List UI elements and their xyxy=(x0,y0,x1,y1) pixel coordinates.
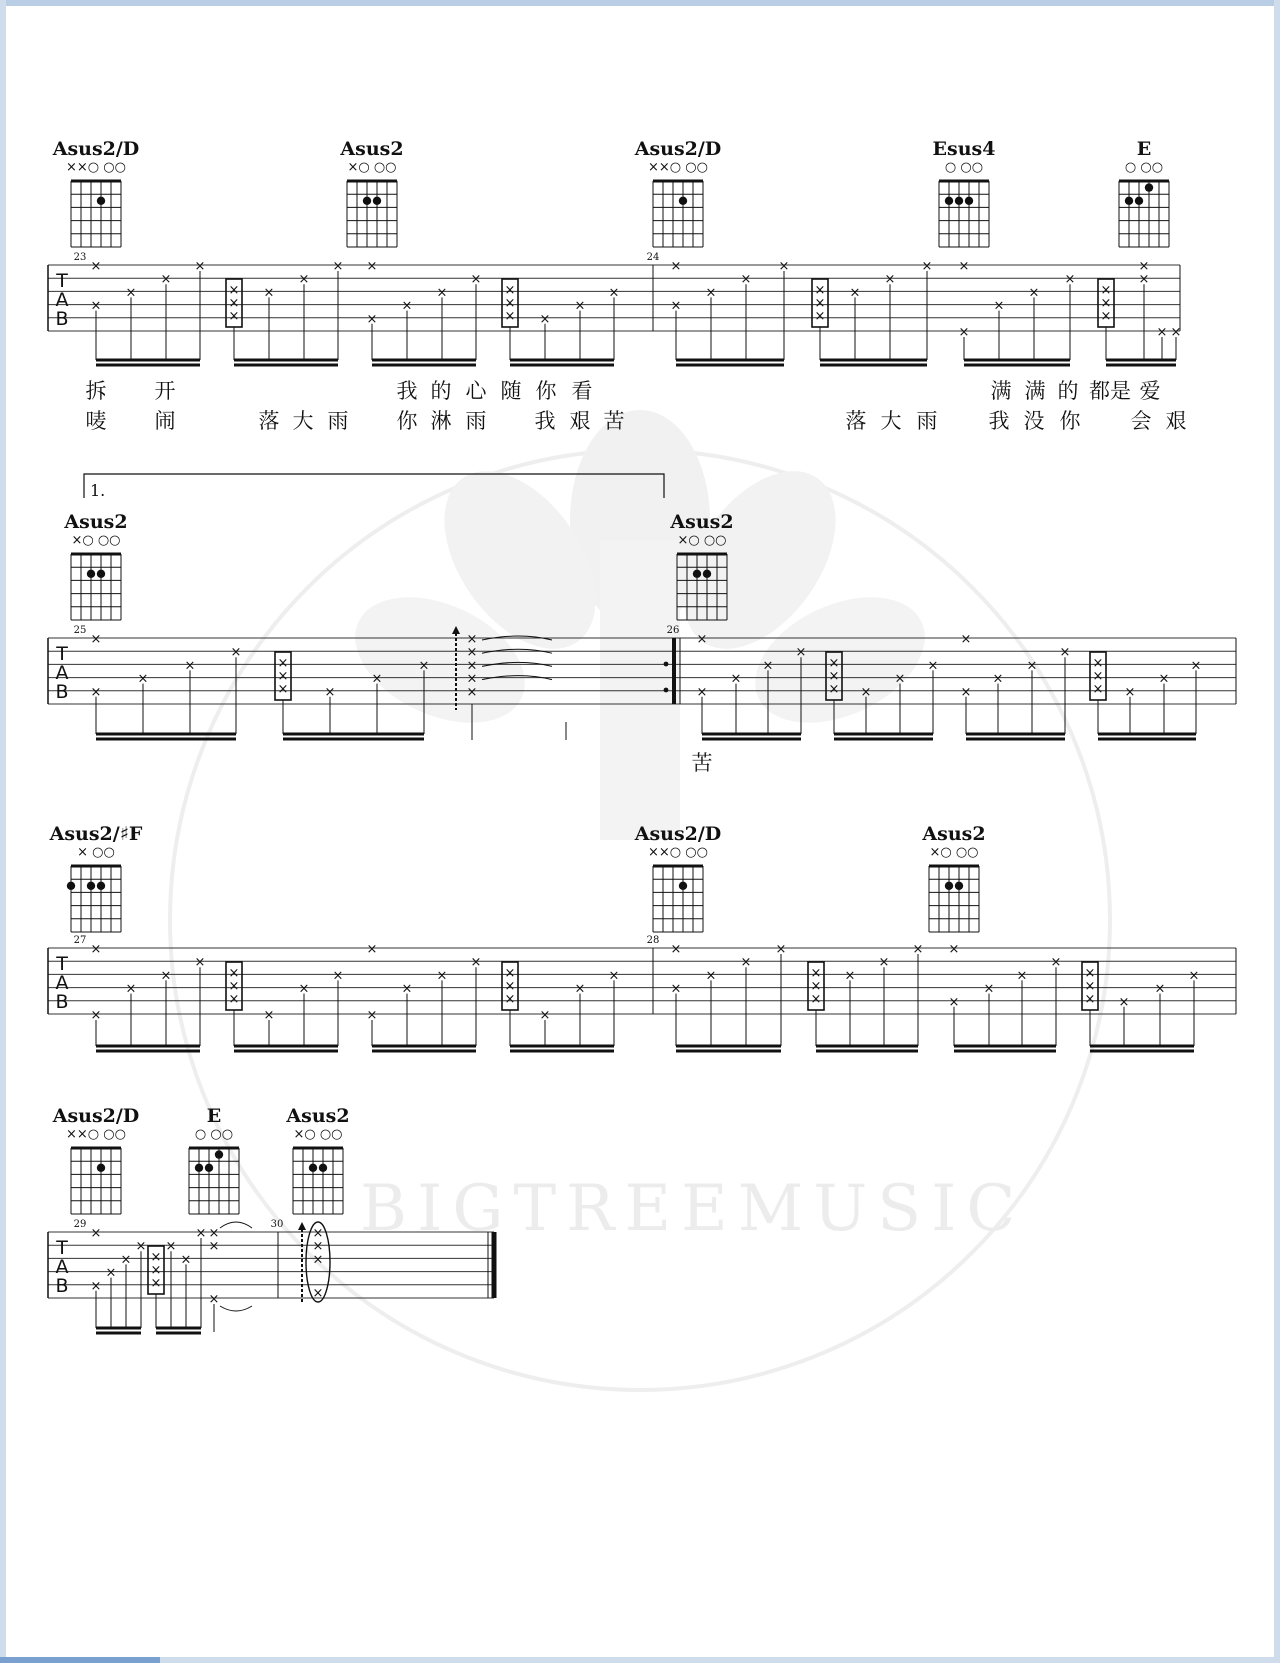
tab-note-x: × xyxy=(960,632,972,647)
tab-note-x: × xyxy=(504,309,516,324)
volta-label: 1. xyxy=(90,481,106,500)
tab-note-x: × xyxy=(948,942,960,957)
tab-note-x: × xyxy=(958,325,970,340)
chord-name: Asus2 xyxy=(340,138,404,160)
chord-dot xyxy=(97,197,105,205)
tab-letter-t: T xyxy=(56,1237,68,1259)
chord-name: Esus4 xyxy=(932,138,996,160)
tab-note-x: × xyxy=(705,968,717,984)
tab-note-x: × xyxy=(371,671,383,687)
lyric-line2-char: 没 xyxy=(1023,409,1045,433)
tab-note-x: × xyxy=(135,1239,147,1255)
tab-note-x: × xyxy=(194,955,206,971)
chord-open-markers: ○ ○○ xyxy=(944,160,984,175)
tab-note-x: × xyxy=(194,259,206,274)
tab-note-x: × xyxy=(120,1252,132,1268)
tab-note-x: × xyxy=(298,981,310,997)
tab-note-x: × xyxy=(1124,684,1136,700)
tab-note-x: × xyxy=(150,1276,162,1291)
tab-letter-a: A xyxy=(55,1256,69,1278)
lyric-line2-char: 落 xyxy=(845,409,867,433)
tab-note-x: × xyxy=(90,259,102,274)
tab-note-x: × xyxy=(775,942,787,957)
tab-note-x: × xyxy=(927,658,939,674)
tab-note-x: × xyxy=(539,311,551,327)
tab-note-x: × xyxy=(504,283,516,298)
chord-open-markers: ×○ ○○ xyxy=(293,1127,343,1142)
tab-note-x: × xyxy=(90,1226,102,1241)
chord-open-markers: ××○ ○○ xyxy=(648,160,708,175)
chord-open-markers: ×○ ○○ xyxy=(71,533,121,548)
chord-name: Asus2/D xyxy=(634,138,722,160)
chord-dot xyxy=(319,1164,327,1172)
tab-note-x: × xyxy=(466,671,478,687)
chord-dot xyxy=(965,197,973,205)
tab-note-x: × xyxy=(696,684,708,700)
chord-dot xyxy=(679,197,687,205)
tab-letter-b: B xyxy=(55,308,69,330)
chord-open-markers: ××○ ○○ xyxy=(648,845,708,860)
tie-curve xyxy=(220,1222,252,1228)
tab-note-x: × xyxy=(332,968,344,984)
repeat-dot xyxy=(664,662,669,667)
tab-note-x: × xyxy=(263,285,275,301)
tab-note-x: × xyxy=(366,259,378,274)
tab-letter-b: B xyxy=(55,681,69,703)
chord-open-markers: ×○ ○○ xyxy=(347,160,397,175)
bar-number: 30 xyxy=(270,1219,284,1230)
chord-dot xyxy=(67,882,75,890)
lyric-line2-char: 唛 xyxy=(85,409,107,433)
tab-note-x: × xyxy=(277,656,289,671)
tab-note-x: × xyxy=(608,968,620,984)
tab-note-x: × xyxy=(1092,669,1104,684)
chord-name: Asus2 xyxy=(670,511,734,533)
tab-note-x: × xyxy=(366,942,378,957)
tab-note-x: × xyxy=(705,285,717,301)
chord-dot xyxy=(1145,183,1153,191)
tab-note-x: × xyxy=(277,682,289,697)
tab-note-x: × xyxy=(1138,259,1150,274)
tab-note-x: × xyxy=(90,1008,102,1023)
tab-note-x: × xyxy=(184,658,196,674)
tab-note-x: × xyxy=(504,296,516,311)
tab-note-x: × xyxy=(878,955,890,971)
lyric-line2-char: 雨 xyxy=(465,409,487,433)
tab-note-x: × xyxy=(828,656,840,671)
tab-note-x: × xyxy=(740,272,752,288)
chord-dot xyxy=(1135,197,1143,205)
chord-dot xyxy=(309,1164,317,1172)
tab-letter-a: A xyxy=(55,662,69,684)
lyric-line2-char: 艰 xyxy=(569,409,591,433)
tab-note-x: × xyxy=(1154,981,1166,997)
lyric-line1-char: 满 xyxy=(1024,379,1046,403)
chord-open-markers: × ○○ xyxy=(77,845,115,860)
tab-note-x: × xyxy=(1100,309,1112,324)
tab-note-x: × xyxy=(730,671,742,687)
tab-note-x: × xyxy=(1084,966,1096,981)
tab-note-x: × xyxy=(90,684,102,700)
tie-curve xyxy=(220,1306,252,1311)
chord-dot xyxy=(373,197,381,205)
tab-note-x: × xyxy=(165,1239,177,1255)
chord-dot xyxy=(97,1164,105,1172)
chord-name: Asus2 xyxy=(64,511,128,533)
tab-note-x: × xyxy=(466,684,478,700)
tab-note-x: × xyxy=(1170,325,1182,340)
tab-letter-b: B xyxy=(55,1275,69,1297)
lyric-line1-char: 拆 xyxy=(85,379,107,403)
watermark-text: BIGTREEMUSIC xyxy=(360,1172,1026,1246)
chord-open-markers: ○ ○○ xyxy=(194,1127,234,1142)
chord-name: E xyxy=(206,1105,222,1127)
tab-note-x: × xyxy=(401,981,413,997)
chord-open-markers: ×○ ○○ xyxy=(929,845,979,860)
bar-number: 24 xyxy=(646,252,660,263)
chord-dot xyxy=(195,1164,203,1172)
tab-note-x: × xyxy=(574,298,586,314)
bar-number: 29 xyxy=(73,1219,87,1230)
lyric-line1-char: 看 xyxy=(571,379,593,403)
tab-note-x: × xyxy=(418,658,430,674)
tab-note-x: × xyxy=(90,1278,102,1294)
chord-name: Asus2 xyxy=(922,823,986,845)
chord-name: Asus2/♯F xyxy=(49,823,143,845)
tab-note-x: × xyxy=(208,1292,220,1307)
tab-note-x: × xyxy=(670,942,682,957)
tab-note-x: × xyxy=(504,966,516,981)
chord-name: Asus2/D xyxy=(52,138,140,160)
tab-note-x: × xyxy=(1050,955,1062,971)
tab-note-x: × xyxy=(228,296,240,311)
chord-dot xyxy=(693,570,701,578)
tab-letter-t: T xyxy=(56,643,68,665)
chord-name: Asus2/D xyxy=(52,1105,140,1127)
tab-note-x: × xyxy=(992,671,1004,687)
tab-note-x: × xyxy=(228,979,240,994)
chord-dot xyxy=(703,570,711,578)
lyric-line1-char: 满 xyxy=(990,379,1012,403)
tab-note-x: × xyxy=(810,992,822,1007)
tab-note-x: × xyxy=(810,979,822,994)
arpeggio-arrow xyxy=(298,1222,306,1230)
chord-open-markers: ××○ ○○ xyxy=(66,1127,126,1142)
chord-dot xyxy=(97,570,105,578)
tab-note-x: × xyxy=(814,283,826,298)
tab-note-x: × xyxy=(466,645,478,661)
tab-note-x: × xyxy=(1084,992,1096,1007)
tab-note-x: × xyxy=(921,259,933,274)
tab-note-x: × xyxy=(195,1226,207,1241)
tab-letter-a: A xyxy=(55,289,69,311)
tab-note-x: × xyxy=(504,979,516,994)
tab-note-x: × xyxy=(814,309,826,324)
lyric-line1-char: 开 xyxy=(154,379,176,403)
tab-note-x: × xyxy=(960,684,972,700)
tab-note-x: × xyxy=(983,981,995,997)
chord-dot xyxy=(955,197,963,205)
chord-dot xyxy=(945,197,953,205)
tab-note-x: × xyxy=(849,285,861,301)
tab-note-x: × xyxy=(137,671,149,687)
tab-note-x: × xyxy=(401,298,413,314)
tab-note-x: × xyxy=(150,1250,162,1265)
lyric-line2-char: 你 xyxy=(396,409,418,433)
lyric-line1-char: 的 xyxy=(430,379,452,403)
tab-note-x: × xyxy=(740,955,752,971)
tab-note-x: × xyxy=(105,1265,117,1281)
tab-note-x: × xyxy=(1158,671,1170,687)
lyric-line1-char: 我 xyxy=(396,379,418,403)
tab-note-x: × xyxy=(993,298,1005,314)
tab-note-x: × xyxy=(670,298,682,314)
chord-dot xyxy=(679,882,687,890)
chord-dot xyxy=(215,1150,223,1158)
lyric-line1-char: 苦 xyxy=(691,751,713,775)
tab-note-x: × xyxy=(230,645,242,661)
tab-note-x: × xyxy=(263,1008,275,1023)
chord-open-markers: ×○ ○○ xyxy=(677,533,727,548)
tab-note-x: × xyxy=(160,968,172,984)
tab-note-x: × xyxy=(470,955,482,971)
tab-note-x: × xyxy=(504,992,516,1007)
lyric-line1-char: 心 xyxy=(465,379,487,403)
chord-dot xyxy=(945,882,953,890)
tab-note-x: × xyxy=(608,285,620,301)
tab-note-x: × xyxy=(228,966,240,981)
tab-note-x: × xyxy=(948,994,960,1010)
tab-note-x: × xyxy=(366,311,378,327)
tab-note-x: × xyxy=(208,1239,220,1255)
tab-note-x: × xyxy=(125,981,137,997)
tab-note-x: × xyxy=(894,671,906,687)
tab-note-x: × xyxy=(828,669,840,684)
tab-note-x: × xyxy=(125,285,137,301)
lyric-line2-char: 我 xyxy=(988,409,1010,433)
lyric-line2-char: 我 xyxy=(534,409,556,433)
chord-open-markers: ○ ○○ xyxy=(1124,160,1164,175)
tab-letter-a: A xyxy=(55,972,69,994)
tab-note-x: × xyxy=(1092,682,1104,697)
tab-note-x: × xyxy=(90,942,102,957)
lyric-line2-char: 落 xyxy=(258,409,280,433)
tab-note-x: × xyxy=(1084,979,1096,994)
tab-note-x: × xyxy=(466,658,478,674)
tab-note-x: × xyxy=(366,1008,378,1023)
lyric-line2-char: 淋 xyxy=(430,409,452,433)
tab-note-x: × xyxy=(298,272,310,288)
tab-note-x: × xyxy=(1138,272,1150,288)
tab-note-x: × xyxy=(160,272,172,288)
tab-note-x: × xyxy=(312,1226,324,1241)
tab-note-x: × xyxy=(228,992,240,1007)
tab-note-x: × xyxy=(1026,658,1038,674)
tab-note-x: × xyxy=(1118,994,1130,1010)
tab-note-x: × xyxy=(539,1008,551,1023)
tab-note-x: × xyxy=(1064,272,1076,288)
tab-note-x: × xyxy=(277,669,289,684)
lyric-line1-char: 的 xyxy=(1057,379,1079,403)
chord-dot xyxy=(87,570,95,578)
bar-number: 27 xyxy=(73,935,87,946)
chord-dot xyxy=(363,197,371,205)
lyric-line1-char: 随 xyxy=(500,379,522,403)
tab-note-x: × xyxy=(1016,968,1028,984)
tab-note-x: × xyxy=(828,682,840,697)
lyric-line2-char: 你 xyxy=(1059,409,1081,433)
chord-dot xyxy=(1125,197,1133,205)
tab-note-x: × xyxy=(90,632,102,647)
chord-open-markers: ××○ ○○ xyxy=(66,160,126,175)
tab-note-x: × xyxy=(844,968,856,984)
repeat-dot xyxy=(664,688,669,693)
bar-number: 23 xyxy=(73,252,87,263)
tab-note-x: × xyxy=(180,1252,192,1268)
tab-note-x: × xyxy=(696,632,708,647)
tab-note-x: × xyxy=(1092,656,1104,671)
lyric-line2-char: 雨 xyxy=(327,409,349,433)
tab-note-x: × xyxy=(814,296,826,311)
tab-note-x: × xyxy=(1059,645,1071,661)
tab-note-x: × xyxy=(208,1226,220,1241)
tab-note-x: × xyxy=(810,966,822,981)
chord-dot xyxy=(87,882,95,890)
tab-note-x: × xyxy=(1188,968,1200,984)
tab-note-x: × xyxy=(860,684,872,700)
tab-note-x: × xyxy=(90,298,102,314)
bar-number: 26 xyxy=(666,625,680,636)
chord-dot xyxy=(955,882,963,890)
lyric-line1-char: 都是 xyxy=(1089,379,1131,403)
tab-note-x: × xyxy=(762,658,774,674)
lyric-line1-char: 爱 xyxy=(1139,379,1161,403)
lyric-line2-char: 闹 xyxy=(154,409,176,433)
chord-name: E xyxy=(1136,138,1152,160)
tab-note-x: × xyxy=(574,981,586,997)
lyric-line2-char: 大 xyxy=(880,409,902,433)
tab-note-x: × xyxy=(466,632,478,647)
tab-note-x: × xyxy=(228,283,240,298)
chord-dot xyxy=(205,1164,213,1172)
tab-note-x: × xyxy=(150,1263,162,1278)
tab-note-x: × xyxy=(1100,296,1112,311)
tab-note-x: × xyxy=(436,968,448,984)
tab-note-x: × xyxy=(884,272,896,288)
tab-note-x: × xyxy=(332,259,344,274)
tab-note-x: × xyxy=(778,259,790,274)
bar-number: 28 xyxy=(646,935,660,946)
lyric-line2-char: 会 xyxy=(1130,409,1152,433)
chord-name: Asus2 xyxy=(286,1105,350,1127)
tab-note-x: × xyxy=(670,259,682,274)
tab-note-x: × xyxy=(312,1286,324,1301)
tab-letter-t: T xyxy=(56,953,68,975)
chord-name: Asus2/D xyxy=(634,823,722,845)
lyric-line2-char: 苦 xyxy=(603,409,625,433)
tab-note-x: × xyxy=(1156,325,1168,340)
bar-number: 25 xyxy=(73,625,87,636)
tab-letter-t: T xyxy=(56,270,68,292)
tab-letter-b: B xyxy=(55,991,69,1013)
lyric-line2-char: 雨 xyxy=(916,409,938,433)
tab-note-x: × xyxy=(1028,285,1040,301)
tab-note-x: × xyxy=(436,285,448,301)
tab-note-x: × xyxy=(312,1252,324,1268)
tab-note-x: × xyxy=(1100,283,1112,298)
lyric-line1-char: 你 xyxy=(535,379,557,403)
tab-note-x: × xyxy=(312,1239,324,1255)
tab-note-x: × xyxy=(324,684,336,700)
lyric-line2-char: 艰 xyxy=(1165,409,1187,433)
lyric-line2-char: 大 xyxy=(292,409,314,433)
tab-note-x: × xyxy=(958,259,970,274)
tab-note-x: × xyxy=(470,272,482,288)
tab-note-x: × xyxy=(1190,658,1202,674)
tab-note-x: × xyxy=(912,942,924,957)
tab-note-x: × xyxy=(670,981,682,997)
chord-dot xyxy=(97,882,105,890)
tab-note-x: × xyxy=(228,309,240,324)
tab-note-x: × xyxy=(795,645,807,661)
